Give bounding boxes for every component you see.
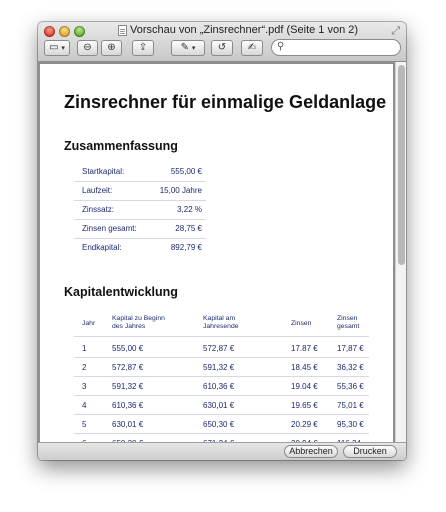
- zoom-out-button[interactable]: [77, 40, 98, 56]
- preview-window: [38, 22, 406, 460]
- cell-year: 5: [82, 420, 87, 429]
- edit-toolbar-button[interactable]: [241, 40, 263, 56]
- column-header-line: Jahresende: [203, 322, 239, 330]
- chevron-down-icon: ▾: [61, 45, 65, 52]
- title-bar: [38, 22, 406, 62]
- vertical-scrollbar[interactable]: [395, 62, 406, 442]
- print-sheet-bar: [38, 442, 406, 460]
- summary-value: 15,00 Jahre: [159, 186, 202, 195]
- cell-end-capital: 630,01 €: [203, 401, 235, 410]
- document-icon: [118, 25, 127, 36]
- cell-interest: 18.45 €: [291, 363, 318, 372]
- column-header-line: gesamt: [337, 322, 360, 330]
- pen-icon: ✎: [180, 42, 190, 53]
- cell-start-capital: 610,36 €: [112, 401, 144, 410]
- column-header-line: Kapital am: [203, 315, 236, 322]
- search-icon: ⚲: [277, 41, 285, 52]
- summary-row: [74, 201, 206, 220]
- search-input[interactable]: [271, 39, 401, 56]
- cell-total-interest: 55,36 €: [337, 382, 364, 391]
- table-row: [74, 377, 369, 396]
- column-header-total-interest: [337, 315, 359, 330]
- zoom-out-icon: ⊖: [83, 42, 92, 53]
- table-header-divider: [74, 336, 369, 337]
- column-header-line: Kapital zu Beginn: [112, 315, 165, 322]
- zoom-in-icon: ⊕: [107, 42, 116, 53]
- cell-end-capital: 650,30 €: [203, 420, 235, 429]
- column-header-year: Jahr: [82, 320, 96, 327]
- cell-total-interest: 75,01 €: [337, 401, 364, 410]
- document-area[interactable]: [38, 62, 406, 442]
- cell-end-capital: 591,32 €: [203, 363, 235, 372]
- cell-year: 3: [82, 382, 87, 391]
- pdf-page: [40, 64, 393, 444]
- rotate-button[interactable]: [211, 40, 233, 56]
- summary-row: [74, 239, 206, 258]
- print-button[interactable]: Drucken: [343, 445, 397, 458]
- cell-total-interest: 95,30 €: [337, 420, 364, 429]
- close-button[interactable]: [44, 26, 55, 37]
- cell-year: 4: [82, 401, 87, 410]
- share-icon: ⇪: [138, 42, 148, 53]
- cancel-button[interactable]: Abbrechen: [284, 445, 338, 458]
- table-row: [74, 358, 369, 377]
- column-header-interest: Zinsen: [291, 320, 312, 327]
- cell-total-interest: 17,87 €: [337, 344, 364, 353]
- minimize-button[interactable]: [59, 26, 70, 37]
- summary-row: [74, 163, 206, 182]
- summary-heading: Zusammenfassung: [64, 139, 178, 153]
- chevron-down-icon: ▾: [191, 45, 196, 52]
- summary-label: Laufzeit:: [82, 186, 113, 195]
- fullscreen-icon[interactable]: ⤢: [391, 25, 400, 37]
- cell-start-capital: 572,87 €: [112, 363, 144, 372]
- summary-row: [74, 220, 206, 239]
- summary-label: Zinsen gesamt:: [82, 224, 137, 233]
- column-header-end-capital: [203, 315, 239, 330]
- summary-value: 3,22 %: [177, 205, 202, 214]
- scrollbar-thumb[interactable]: [398, 65, 405, 265]
- cell-start-capital: 591,32 €: [112, 382, 144, 391]
- summary-row: [74, 182, 206, 201]
- cell-end-capital: 572,87 €: [203, 344, 235, 353]
- cell-start-capital: 630,01 €: [112, 420, 144, 429]
- column-header-line: des Jahres: [112, 322, 146, 330]
- cell-interest: 19.65 €: [291, 401, 318, 410]
- cell-end-capital: 610,36 €: [203, 382, 235, 391]
- cell-total-interest: 36,32 €: [337, 363, 364, 372]
- cell-interest: 17.87 €: [291, 344, 318, 353]
- cell-year: 2: [82, 363, 87, 372]
- document-title: Zinsrechner für einmalige Geldanlage: [64, 92, 387, 112]
- summary-label: Endkapital:: [82, 243, 122, 252]
- cell-interest: 19.04 €: [291, 382, 318, 391]
- edit-icon: ✍: [247, 42, 257, 53]
- table-row: [74, 339, 369, 358]
- summary-value: 555,00 €: [170, 167, 202, 176]
- table-row: [74, 415, 369, 434]
- cell-interest: 20.29 €: [291, 420, 318, 429]
- summary-label: Zinssatz:: [82, 205, 115, 214]
- rotate-icon: ↺: [217, 42, 227, 53]
- share-button[interactable]: [132, 40, 154, 56]
- column-header-start-capital: [112, 315, 165, 330]
- window-title: Vorschau von „Zinsrechner“.pdf (Seite 1 von 2): [130, 24, 359, 36]
- annotate-button[interactable]: [171, 40, 205, 56]
- summary-value: 892,79 €: [170, 243, 202, 252]
- table-row: [74, 396, 369, 415]
- sidebar-view-icon: ▭: [49, 42, 59, 53]
- cell-start-capital: 555,00 €: [112, 344, 144, 353]
- summary-value: 28,75 €: [175, 224, 202, 233]
- summary-label: Startkapital:: [82, 167, 125, 176]
- column-header-line: Zinsen: [337, 315, 358, 322]
- zoom-in-button[interactable]: [101, 40, 122, 56]
- view-menu-button[interactable]: [44, 40, 70, 56]
- zoom-button[interactable]: [74, 26, 85, 37]
- development-heading: Kapitalentwicklung: [64, 285, 178, 299]
- cell-year: 1: [82, 344, 87, 353]
